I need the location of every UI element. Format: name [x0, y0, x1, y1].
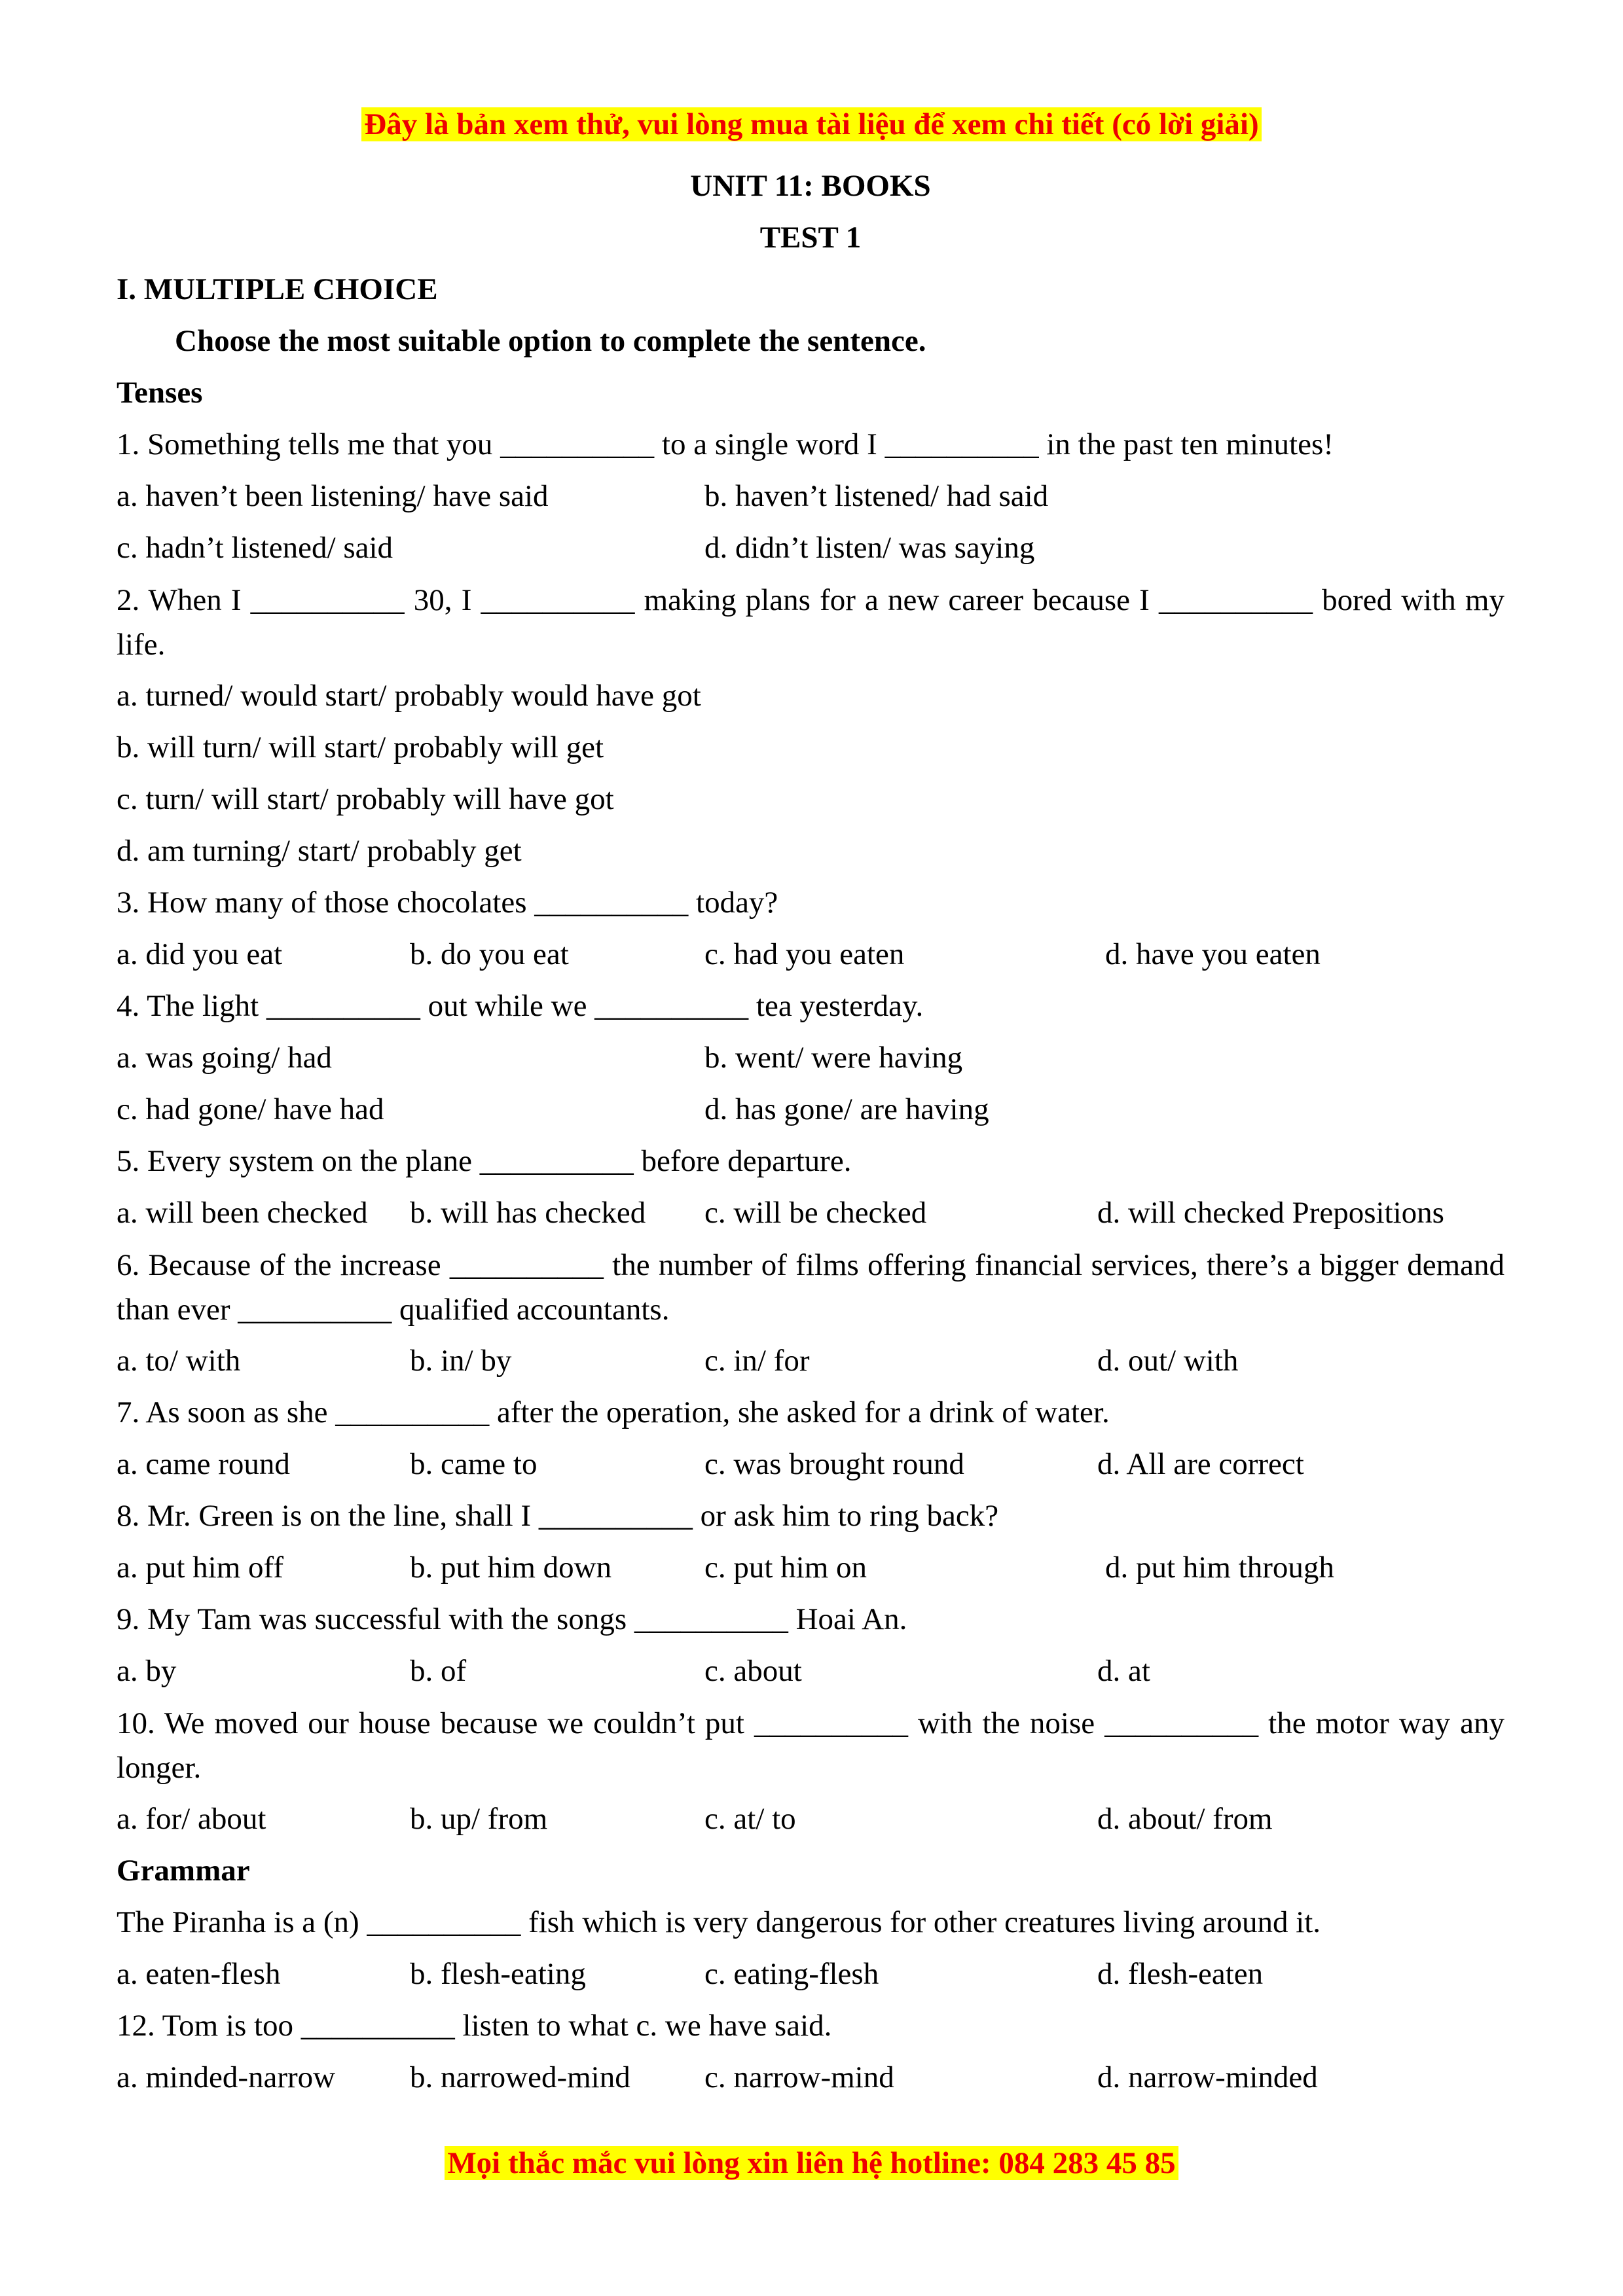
option-c: c. will be checked	[704, 1196, 927, 1230]
option-d: d. at	[1097, 1654, 1150, 1688]
option-d: d. put him through	[1105, 1551, 1334, 1585]
options-row	[117, 1084, 1504, 1136]
question-2: 2. When I __________ 30, I __________ making plans for a new career because I __________ bored with my life.	[117, 583, 1504, 662]
option-a: a. came round	[117, 1447, 290, 1481]
instruction: Choose the most suitable option to complete the sentence.	[175, 324, 926, 358]
option-a: a. turned/ would start/ probably would have got	[117, 679, 701, 713]
footer-banner	[0, 2144, 1623, 2183]
option-a: a. to/ with	[117, 1344, 241, 1378]
question-11: The Piranha is a (n) __________ fish which is very dangerous for other creatures living around it.	[117, 1905, 1321, 1939]
option-b: b. put him down	[410, 1551, 612, 1585]
option-c: c. was brought round	[704, 1447, 964, 1481]
document-body	[117, 160, 1504, 2104]
option-a: a. did you eat	[117, 937, 283, 971]
option-b: b. will turn/ will start/ probably will get	[117, 730, 604, 764]
options-row	[117, 1187, 1504, 1239]
option-a: a. by	[117, 1654, 177, 1688]
option-c: c. at/ to	[704, 1802, 796, 1836]
options-row	[117, 522, 1504, 574]
options-row	[117, 1335, 1504, 1387]
options-row	[117, 1645, 1504, 1697]
option-c: c. hadn’t listened/ said	[117, 531, 393, 565]
option-b: b. do you eat	[410, 937, 569, 971]
option-c: c. about	[704, 1654, 802, 1688]
option-a: a. was going/ had	[117, 1041, 332, 1075]
options-row	[117, 929, 1504, 980]
options-row	[117, 1542, 1504, 1594]
section-title: I. MULTIPLE CHOICE	[117, 272, 438, 306]
question-3: 3. How many of those chocolates __________ today?	[117, 886, 778, 920]
option-b: b. of	[410, 1654, 467, 1688]
option-a: a. eaten-flesh	[117, 1957, 281, 1991]
header-banner	[0, 105, 1623, 144]
footer-banner-text: Mọi thắc mắc vui lòng xin liên hệ hotline: 084 283 45 85	[445, 2146, 1178, 2180]
option-a: a. put him off	[117, 1551, 283, 1585]
subsection-tenses: Tenses	[117, 376, 203, 410]
option-d: d. has gone/ are having	[704, 1092, 989, 1126]
option-c: c. had you eaten	[704, 937, 905, 971]
option-c: c. put him on	[704, 1551, 867, 1585]
options-row	[117, 1948, 1504, 2000]
option-c: c. in/ for	[704, 1344, 810, 1378]
option-d: d. narrow-minded	[1097, 2060, 1318, 2094]
option-b: b. up/ from	[410, 1802, 548, 1836]
option-d: d. have you eaten	[1105, 937, 1321, 971]
subsection-grammar: Grammar	[117, 1854, 250, 1888]
question-8: 8. Mr. Green is on the line, shall I __________ or ask him to ring back?	[117, 1499, 999, 1533]
question-9: 9. My Tam was successful with the songs __________ Hoai An.	[117, 1602, 907, 1636]
option-c: c. narrow-mind	[704, 2060, 894, 2094]
option-b: b. went/ were having	[704, 1041, 963, 1075]
option-c: c. turn/ will start/ probably will have got	[117, 782, 614, 816]
question-5: 5. Every system on the plane __________ before departure.	[117, 1144, 852, 1178]
test-title: TEST 1	[759, 221, 862, 255]
option-d: d. about/ from	[1097, 1802, 1273, 1836]
question-10: 10. We moved our house because we couldn’t put __________ with the noise __________ the motor way any longer.	[117, 1706, 1504, 1785]
option-d: d. out/ with	[1097, 1344, 1239, 1378]
options-row	[117, 2052, 1504, 2104]
option-d: d. All are correct	[1097, 1447, 1304, 1481]
options-row	[117, 1032, 1504, 1084]
option-d: d. will checked Prepositions	[1097, 1196, 1444, 1230]
option-d: d. flesh-eaten	[1097, 1957, 1264, 1991]
question-12: 12. Tom is too __________ listen to what c. we have said.	[117, 2009, 832, 2043]
option-d: d. am turning/ start/ probably get	[117, 834, 522, 868]
unit-title: UNIT 11: BOOKS	[690, 169, 931, 203]
option-b: b. flesh-eating	[410, 1957, 586, 1991]
question-1: 1. Something tells me that you __________ to a single word I __________ in the past ten minutes!	[117, 427, 1334, 461]
options-row	[117, 471, 1504, 522]
option-c: c. eating-flesh	[704, 1957, 879, 1991]
options-row	[117, 1793, 1504, 1845]
option-b: b. haven’t listened/ had said	[704, 479, 1049, 513]
option-a: a. haven’t been listening/ have said	[117, 479, 549, 513]
option-d: d. didn’t listen/ was saying	[704, 531, 1035, 565]
option-a: a. minded-narrow	[117, 2060, 336, 2094]
question-6: 6. Because of the increase __________ the number of films offering financial services, there’s a bigger demand than ever __________ qualified accountants.	[117, 1248, 1504, 1327]
options-row	[117, 1439, 1504, 1490]
header-banner-text: Đây là bản xem thử, vui lòng mua tài liệu để xem chi tiết (có lời giải)	[361, 107, 1261, 141]
option-b: b. will has checked	[410, 1196, 646, 1230]
option-b: b. in/ by	[410, 1344, 512, 1378]
question-7: 7. As soon as she __________ after the operation, she asked for a drink of water.	[117, 1395, 1110, 1429]
option-b: b. came to	[410, 1447, 538, 1481]
option-c: c. had gone/ have had	[117, 1092, 384, 1126]
option-a: a. for/ about	[117, 1802, 266, 1836]
question-4: 4. The light __________ out while we __________ tea yesterday.	[117, 989, 924, 1023]
option-b: b. narrowed-mind	[410, 2060, 630, 2094]
option-a: a. will been checked	[117, 1196, 368, 1230]
